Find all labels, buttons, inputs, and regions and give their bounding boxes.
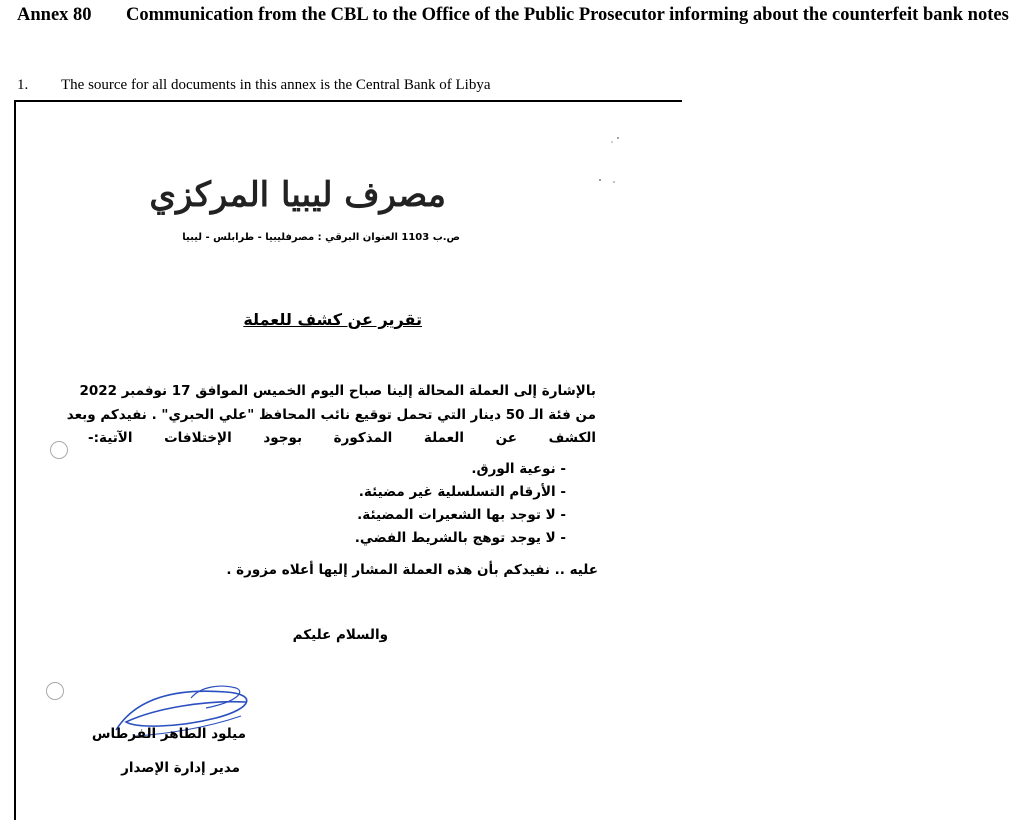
signer-position: مدير إدارة الإصدار — [121, 760, 240, 776]
bank-address: ص.ب 1103 العنوان البرقي : مصرفليبيا - طرابلس - ليبيا — [182, 232, 460, 243]
difference-item: - لا توجد بها الشعيرات المضيئة. — [330, 504, 566, 527]
difference-item: - الأرقام التسلسلية غير مضيئة. — [330, 481, 566, 504]
differences-list — [330, 458, 566, 550]
bank-logo: مصرف ليبيا المركزي — [149, 175, 446, 215]
paragraph-line: بالإشارة إلى العملة المحالة إلينا صباح اليوم الخميس الموافق 17 نوفمبر 2022 — [79, 383, 596, 399]
closing-greeting: والسلام عليكم — [292, 627, 388, 643]
punch-hole — [46, 682, 64, 700]
annex-number: Annex 80 — [17, 5, 92, 25]
source-note: The source for all documents in this annex is the Central Bank of Libya — [61, 77, 491, 93]
difference-item: - نوعية الورق. — [330, 458, 566, 481]
annex-title: Communication from the CBL to the Office of the Public Prosecutor informing about the counterfeit bank notes — [126, 5, 1009, 25]
punch-hole — [50, 441, 68, 459]
paragraph-line: من فئة الـ 50 دينار التي تحمل توقيع نائب المحافظ "علي الحبري" . نفيدكم وبعد — [66, 407, 596, 423]
report-title: تقرير عن كشف للعملة — [243, 310, 422, 329]
difference-item: - لا يوجد توهج بالشريط الفضي. — [330, 527, 566, 550]
scan-specks — [590, 128, 630, 188]
paragraph-line: الكشف عن العملة المذكورة بوجود الإختلافات الآتية:- — [88, 430, 596, 446]
signer-name: ميلود الطاهر الفرطاس — [91, 726, 246, 742]
conclusion-text: عليه .. نفيدكم بأن هذه العملة المشار إليها أعلاه مزورة . — [226, 562, 598, 578]
note-number: 1. — [17, 77, 29, 93]
